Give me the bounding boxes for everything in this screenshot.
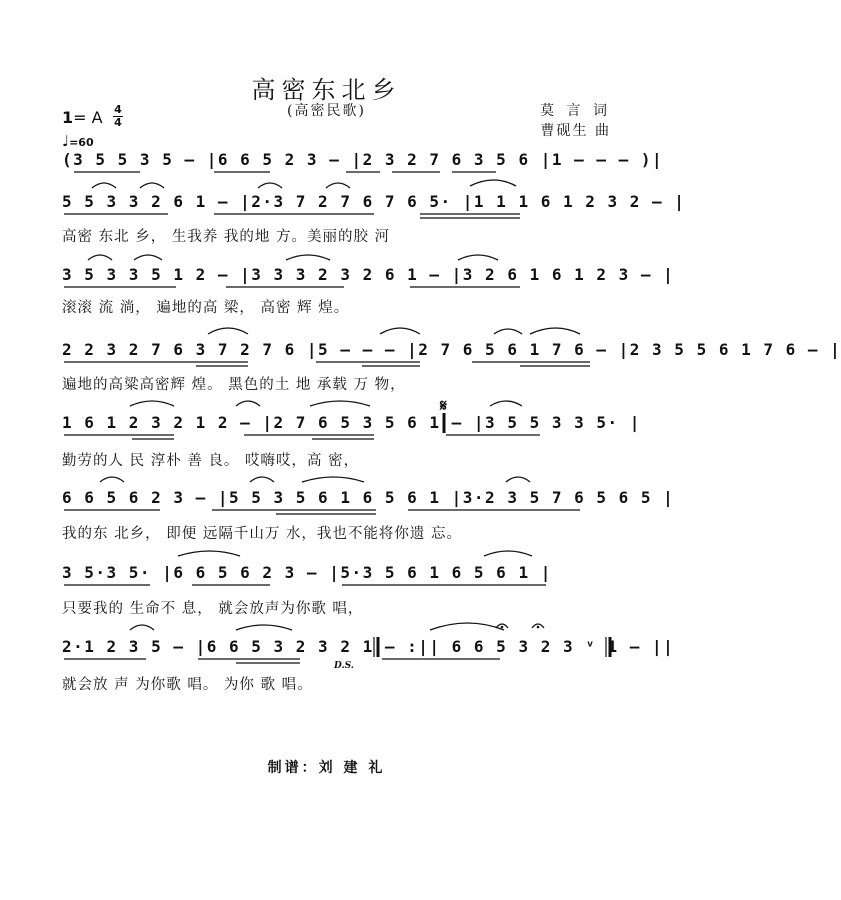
song-title: 高密东北乡 [251, 76, 402, 104]
lyrics-line-8: 就会放 声 为你歌 唱。 为你 歌 唱。 [62, 677, 313, 693]
composer-credit: 曹砚生 曲 [540, 123, 611, 139]
notation-line-3: 3 5 3 3 5 1 2 – |3 3 3 2 3 2 6 1 – |3 2 6 1 6 1 2 3 – | [62, 265, 675, 284]
lyrics-line-6: 我的东 北乡， 即便 远隔千山万 水，我也不能将你遗 忘。 [62, 526, 463, 542]
transcriber-credit: 制谱：刘 建 礼 [267, 760, 386, 776]
tempo-value: =60 [69, 136, 94, 149]
lyrics-line-3: 滚滚 流 淌， 遍地的高 梁， 高密 辉 煌。 [62, 300, 350, 316]
meter-bottom: 4 [114, 116, 122, 129]
meter-top: 4 [114, 103, 122, 116]
notation-line-6: 6 6 5 6 2 3 – |5 5 3 5 6 1 6 5 6 1 |3·2 3 5 7 6 5 6 5 | [62, 488, 675, 507]
time-signature [112, 104, 124, 129]
lyrics-line-2: 高密 东北 乡， 生我养 我的地 方。美丽的胶 河 [62, 229, 391, 245]
notation-line-7: 3 5·3 5· |6 6 5 6 2 3 – |5·3 5 6 1 6 5 6 1 | [62, 563, 552, 582]
lyrics-line-4: 遍地的高粱高密辉 煌。 黑色的土 地 承载 万 物， [62, 377, 406, 393]
lyrics-line-7: 只要我的 生命不 息， 就会放声为你歌 唱， [62, 601, 364, 617]
notation-line-8: 2·1 2 3 5 – |6 6 5 3 2 3 2 1 – :|| 6 6 5 3 2 3 ᵛ 1 – || [62, 637, 675, 656]
ds-mark: D.S. [334, 661, 354, 671]
notation-line-4: 2 2 3 2 7 6 3 7 2 7 6 |5 – – – |2 7 6 5 6 1 7 6 – |2 3 5 5 6 1 7 6 – | [62, 340, 841, 359]
lyricist-credit: 莫 言 词 [540, 103, 611, 119]
key-equals: = A [73, 108, 103, 127]
song-subtitle: (高密民歌) [287, 103, 366, 119]
notation-line-1: (3 5 5 3 5 – |6 6 5 2 3 – |2 3 2 7 6 3 5 6 |1 – – – )| [62, 150, 664, 169]
notation-line-2: 5 5 3 3 2 6 1 – |2·3 7 2 7 6 7 6 5· |1 1 1 6 1 2 3 2 – | [62, 192, 686, 211]
tempo-mark [62, 132, 94, 150]
key-signature [62, 108, 103, 127]
lyrics-line-5: 勤劳的人 民 淳朴 善 良。 哎嗨哎，高 密， [62, 453, 360, 469]
quarter-note-icon: ♩ [62, 132, 70, 150]
segno-icon: 𝄋 [440, 396, 447, 415]
key-tonic: 1 [62, 108, 74, 127]
notation-line-5: 1 6 1 2 3 2 1 2 – |2 7 6 5 3 5 6 1 – |3 5 5 3 3 5· | [62, 413, 641, 432]
